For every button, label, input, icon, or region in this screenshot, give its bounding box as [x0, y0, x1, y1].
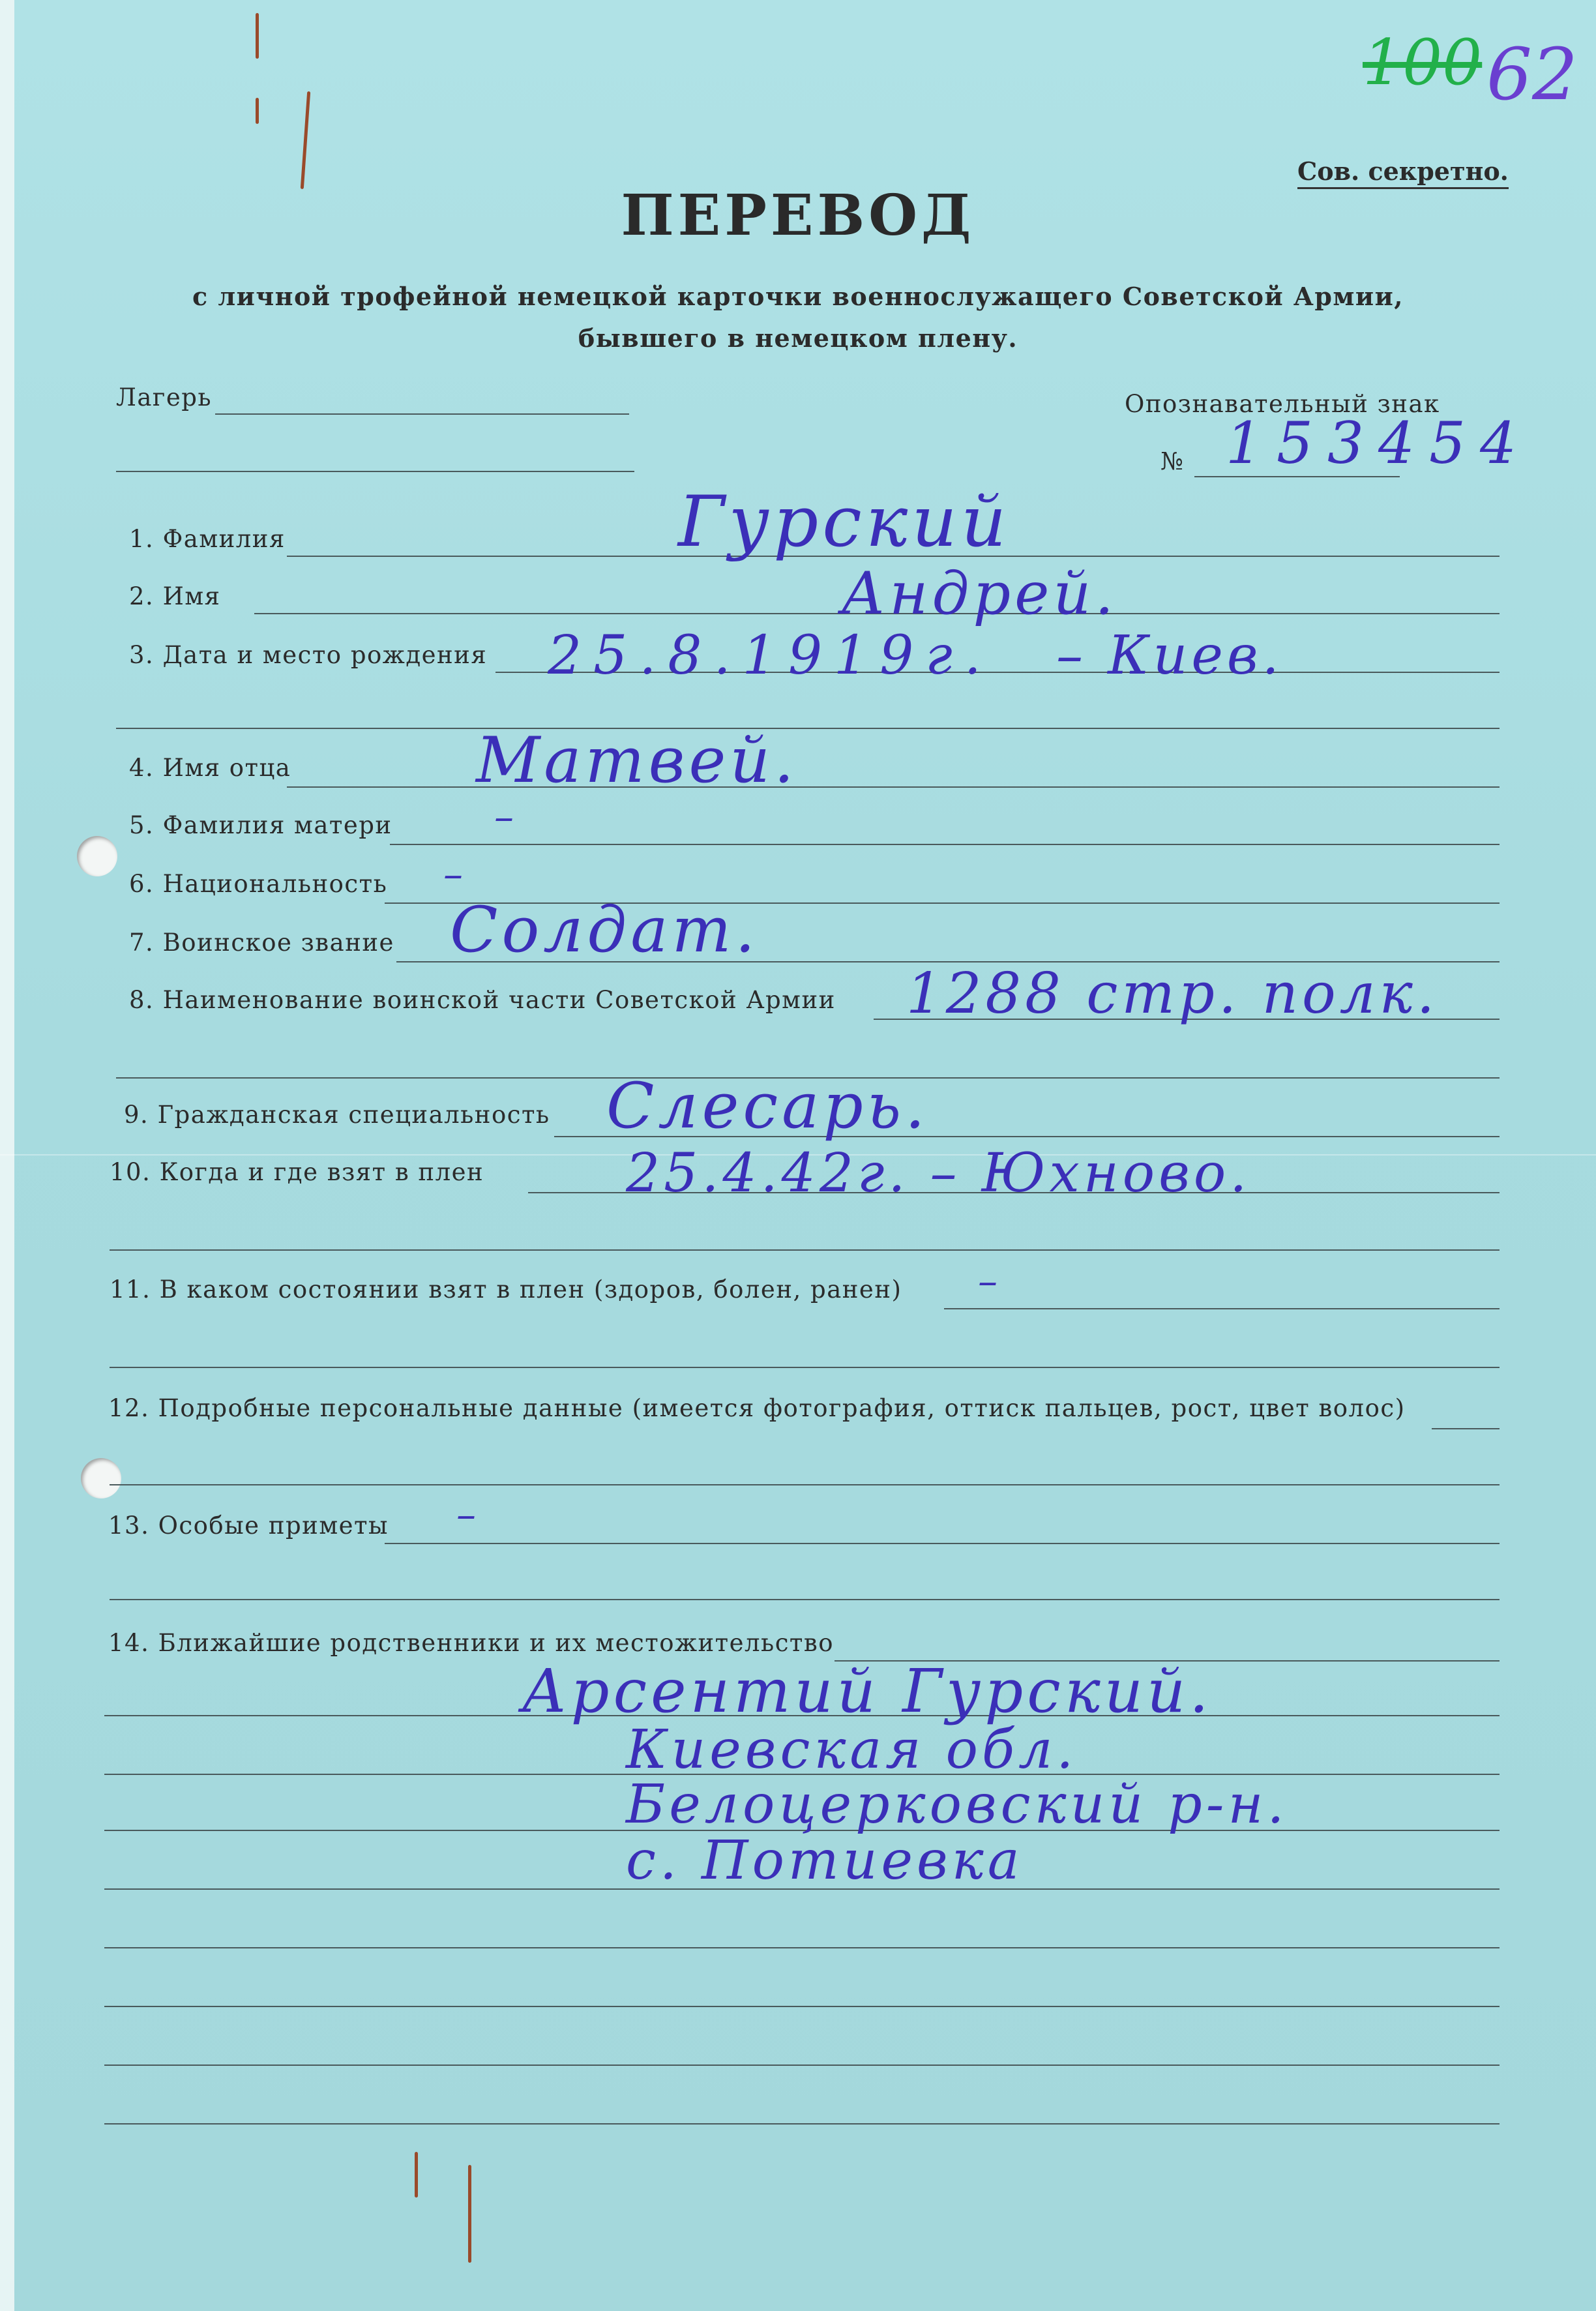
field-birth-label: 3. Дата и место рождения [129, 641, 488, 669]
field-mother-value: – [494, 794, 518, 840]
field-captured-value: 25.4.42г. – Юхново. [626, 1142, 1251, 1204]
field-surname-label: 1. Фамилия [129, 525, 286, 553]
field-condition-line-2 [110, 1367, 1500, 1368]
field-unit-value: 1288 стр. полк. [906, 961, 1439, 1026]
classification-mark: Сов. секретно. [1297, 157, 1509, 189]
field-personal-data-line-2 [110, 1484, 1500, 1485]
field-birth-date-value: 25.8.1919г. [548, 625, 993, 687]
field-father-value: Матвей. [476, 724, 798, 797]
staple-mark [415, 2152, 418, 2198]
relatives-value-line-3: Белоцерковский р-н. [626, 1774, 1288, 1836]
relatives-line [104, 2123, 1500, 2125]
field-personal-data-line [1432, 1428, 1500, 1429]
field-rank-label: 7. Воинское звание [129, 929, 394, 957]
punch-hole-top [77, 836, 117, 876]
staple-mark [301, 91, 310, 189]
field-marks-line [385, 1543, 1500, 1544]
relatives-value-line-4: с. Потиевка [626, 1830, 1024, 1892]
field-captured-line-2 [110, 1249, 1500, 1251]
field-profession-value: Слесарь. [606, 1069, 929, 1142]
camp-label: Лагерь [116, 383, 213, 411]
field-surname-value: Гурский [678, 481, 1011, 563]
field-first-name-value: Андрей. [841, 559, 1117, 628]
field-birth-line-2 [116, 728, 1500, 729]
field-first-name-label: 2. Имя [129, 582, 221, 610]
field-nationality-value: – [443, 852, 467, 897]
field-condition-label: 11. В каком состоянии взят в плен (здоров, болен, ранен) [110, 1275, 902, 1304]
page-subtitle-line-2: бывшего в немецком плену. [578, 323, 1018, 353]
field-personal-data-label: 12. Подробные персональные данные (имеется фотография, оттиск пальцев, рост, цвет волос) [108, 1394, 1406, 1422]
crossed-archive-number: 100 [1363, 26, 1483, 99]
punch-hole-bottom [81, 1458, 121, 1498]
archive-number: 62 [1486, 33, 1578, 116]
field-mother-line [390, 844, 1500, 845]
id-tag-value: 153454 [1226, 410, 1531, 477]
field-relatives-label: 14. Ближайшие родственники и их местожительство [108, 1629, 834, 1657]
field-condition-line [944, 1308, 1500, 1309]
field-nationality-label: 6. Национальность [129, 870, 388, 898]
field-father-line [287, 786, 1500, 788]
field-marks-value: – [456, 1492, 480, 1538]
id-tag-number-sign: № [1160, 447, 1185, 475]
relatives-line [104, 1947, 1500, 1948]
field-marks-line-2 [110, 1599, 1500, 1600]
field-profession-label: 9. Гражданская специальность [124, 1101, 550, 1129]
field-father-label: 4. Имя отца [129, 754, 291, 782]
relatives-value-line-1: Арсентий Гурский. [522, 1656, 1213, 1726]
camp-line-2 [116, 471, 634, 472]
camp-line [215, 413, 629, 415]
id-tag-label: Опознавательный знак [1125, 390, 1440, 418]
staple-mark [256, 98, 259, 124]
field-unit-label: 8. Наименование воинской части Советской Армии [129, 986, 836, 1014]
page-title: ПЕРЕВОД [621, 183, 975, 248]
field-rank-value: Солдат. [450, 893, 759, 966]
relatives-line [104, 2006, 1500, 2007]
staple-mark [256, 13, 259, 59]
relatives-value-line-2: Киевская обл. [626, 1719, 1078, 1781]
staple-mark [468, 2165, 471, 2263]
field-mother-label: 5. Фамилия матери [129, 811, 392, 839]
page-subtitle-line-1: с личной трофейной немецкой карточки военнослужащего Советской Армии, [192, 282, 1404, 311]
field-captured-label: 10. Когда и где взят в плен [110, 1158, 484, 1186]
field-birth-place-value: – Киев. [1056, 625, 1283, 687]
relatives-line [104, 2065, 1500, 2066]
field-condition-value: – [978, 1259, 1001, 1304]
field-marks-label: 13. Особые приметы [108, 1512, 389, 1540]
